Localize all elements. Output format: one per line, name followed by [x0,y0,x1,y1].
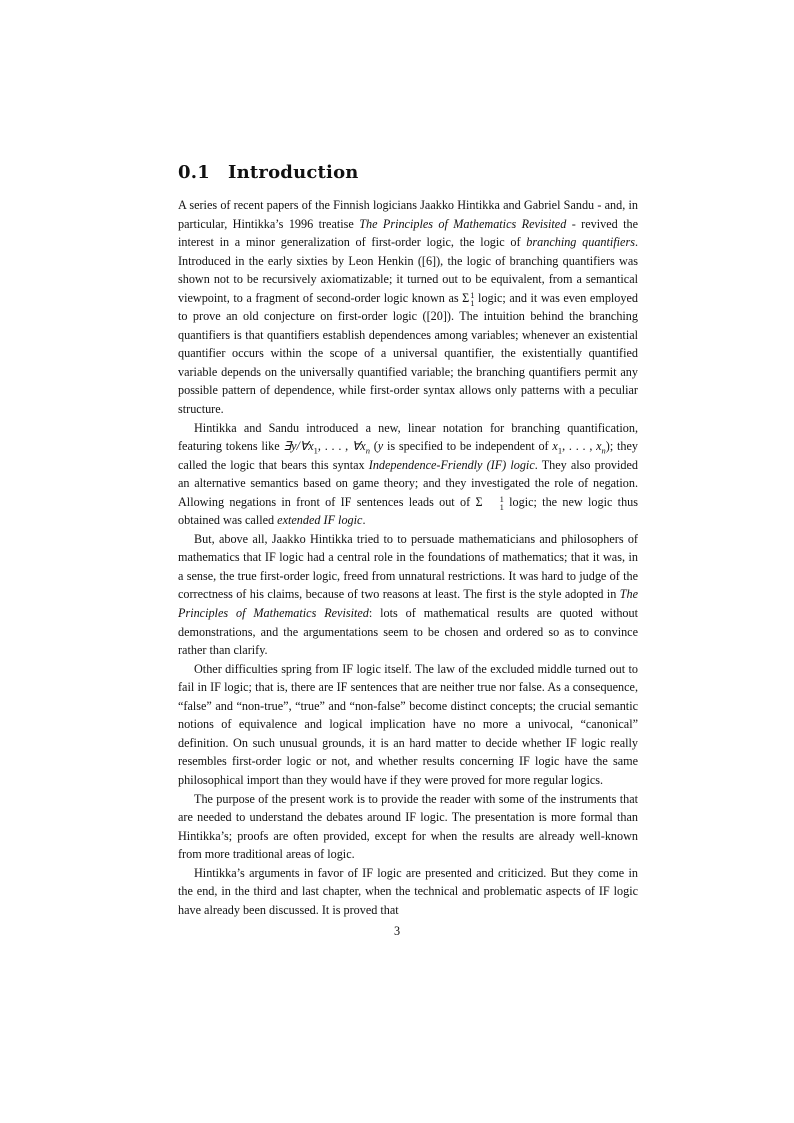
text-run: . [362,513,366,528]
section-number: 0.1 [178,162,210,183]
text-run: The purpose of the present work is to provide the reader with some of the instruments that are needed to understand the debates around IF logic. The presentation is more formal than Hintikka’s; proofs are often provided, except for when the results are already well-known from more traditional areas of logic. [178,791,638,862]
italic-text: The Principles of Mathematics Revisited [359,216,567,231]
math-index [484,495,504,511]
italic-text: y [377,439,384,454]
paragraph [178,864,638,920]
italic-text: x [552,439,558,454]
text-run: logic; the new logic thus obtained was called [178,494,638,528]
text-run: Hintikka’s arguments in favor of IF logic are presented and criticized. But they come in the end, in the third and last chapter, when the technical and problematic aspects of IF logic have already been discussed. It is proved that [178,865,638,917]
math-subscript: 1 [557,445,563,456]
text-run: . Introduced in the early sixties by Leon Henkin ([6]), the logic of branching quantifiers was shown not to be recursively axiomatizable; it turned out to be equivalent, from a semantical viewpoint, to a fragment of second-order logic known as Σ [178,235,638,305]
math-superscript: 1 [499,493,504,504]
section-title: Introduction [228,162,359,183]
math-subscript: 1 [313,445,318,456]
italic-text: branching quantifiers [526,235,635,250]
page-content [178,160,638,919]
italic-text: x [596,439,602,454]
text-run: , . . . , [317,439,352,454]
body-text [178,196,638,919]
text-run: : lots of mathematical results are quoted without demonstrations, and the argumentations seem to be chosen and ordered so as to convince rather than clarify. [178,606,638,658]
math-superscript: 1 [470,289,475,300]
paragraph [178,660,638,790]
section-heading [178,160,638,186]
italic-text: Independence-Friendly (IF) logic [368,457,535,472]
text-run: Hintikka and Sandu introduced a new, linear notation for branching quantification, featuring tokens like [178,420,638,454]
text-run: . They also provided an alternative semantics based on game theory; and they investigated the role of negation. Allowing negations in front of IF sentences leads out of Σ [178,457,638,509]
text-run: But, above all, Jaakko Hintikka tried to to persuade mathematicians and philosophers of mathematics that IF logic had a central role in the foundations of mathematics; that it was, in a sense, the true first-order logic, freed from unnatural restrictions. It was hard to judge of the correctness of his claims, because of two reasons at least. The first is the style adopted in [178,531,638,602]
math-subscript: n [601,445,606,456]
text-run: A series of recent papers of the Finnish logicians Jaakko Hintikka and Gabriel Sandu - and, in particular, Hintikka’s 1996 treatise [178,198,638,231]
text-run: logic; and it was even employed to prove an old conjecture on first-order logic ([20]). The intuition behind the branching quantifiers is that quantifiers establish dependences among variables; whenever an existential quantifier occurs within the scope of a universal quantifier, the existentially quantified variable depends on the universally quantified variable; the branching quantifiers permit any possible pattern of dependence, while first-order syntax allows only patterns with a peculiar structure. [178,290,638,417]
text-run: - revived the interest in a minor generalization of first-order logic, the logic of [178,216,638,250]
text-run: is specified to be independent of [383,439,553,454]
page-number: 3 [393,924,401,938]
italic-text: ∀x [351,439,366,454]
math-subscript: 1 [499,501,504,512]
math-subscript: 1 [470,297,475,308]
text-run: Other difficulties spring from IF logic itself. The law of the excluded middle turned out to fail in IF logic; that is, there are IF sentences that are neither true nor false. As a consequence, “false” and “non-true”, “true” and “non-false” become distinct concepts; the crucial semantic notions of equivalence and logical implication have no more a univocal, “canonical” definition. On such unusual grounds, it is an hard matter to decide whether IF logic really resembles first-order logic or not, and whether results concerning IF logic have the same philosophical import than they would have if they were proved for more regular logics. [178,661,638,787]
text-run: , . . . , [562,439,597,454]
paragraph [178,419,638,530]
paragraph [178,790,638,864]
italic-text: The Principles of Mathematics Revisited [178,587,638,621]
paragraph [178,530,638,660]
math-subscript: n [365,445,370,456]
italic-text: extended IF logic [277,513,363,528]
paragraph [178,196,638,419]
text-run: ); they called the logic that bears this syntax [178,439,638,472]
italic-text: ∃y/∀x [283,439,314,454]
text-run: ( [369,439,378,454]
